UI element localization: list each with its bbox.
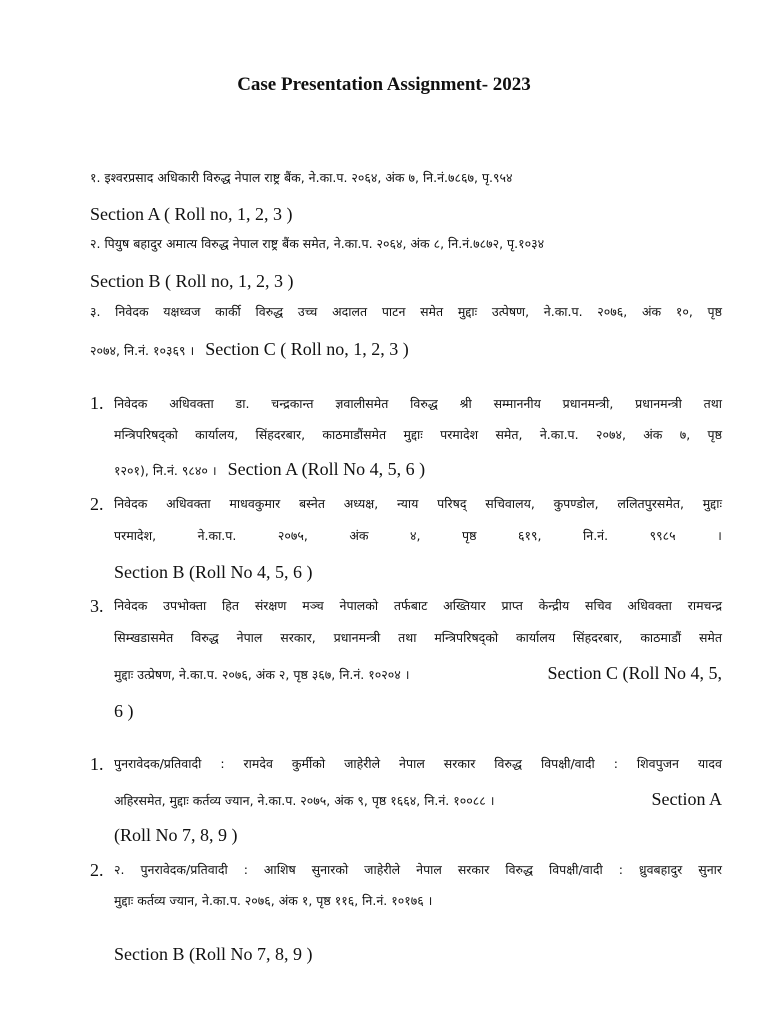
list-item-line: निवेदक उपभोक्ता हित संरक्षण मञ्च नेपालको तर्फबाट अख्तियार प्राप्त केन्द्रीय सचिव अधिवक्ता रामचन्द्र — [114, 598, 722, 613]
word: ने.का.प. — [197, 528, 237, 543]
word: । — [717, 528, 722, 543]
word: ४, — [410, 528, 421, 543]
case-3-line-2 — [90, 340, 409, 358]
list-item-line — [114, 790, 722, 808]
list-number: 2. — [90, 494, 104, 514]
list-number: 1. — [90, 754, 104, 774]
list-item-line: निवेदक अधिवक्ता माधवकुमार बस्नेत अध्यक्ष, न्याय परिषद् सचिवालय, कुपण्डोल, ललितपुरसमेत, मुद्दाः — [114, 496, 722, 511]
list-item-line: मन्त्रिपरिषद्को कार्यालय, सिंहदरबार, काठमाडौंसमेत मुद्दाः परमादेश समेत, ने.का.प. २०७४, अंक ७, पृष्ठ — [114, 427, 722, 442]
section-label-continued: 6 ) — [114, 701, 134, 721]
word: ९९८५ — [649, 528, 676, 543]
list-number: 2. — [90, 860, 104, 880]
section-label: Section B (Roll No 7, 8, 9 ) — [114, 944, 313, 964]
word: ६१९, — [518, 528, 542, 543]
section-label: Section C ( Roll no, 1, 2, 3 ) — [205, 339, 409, 359]
list-number: 3. — [90, 596, 104, 616]
document-title: Case Presentation Assignment- 2023 — [237, 74, 531, 95]
section-label-continued: (Roll No 7, 8, 9 ) — [114, 825, 238, 845]
list-item-line — [114, 664, 722, 682]
section-label: Section C (Roll No 4, 5, — [547, 663, 722, 683]
case-citation: अहिरसमेत, मुद्दाः कर्तव्य ज्यान, ने.का.प. २०७५, अंक ९, पृष्ठ १६६४, नि.नं. १००८८ । — [114, 793, 495, 808]
case-3-line-1: ३. निवेदक यक्षध्वज कार्की विरुद्ध उच्च अदालत पाटन समेत मुद्दाः उत्पेषण, ने.का.प. २०७६, अंक १०, पृष्ठ — [90, 304, 722, 319]
case-3-citation: २०७४, नि.नं. १०३६९ । — [90, 343, 195, 358]
list-item-line-spread — [114, 530, 722, 543]
list-item-line: निवेदक अधिवक्ता डा. चन्द्रकान्त ज्ञवालीसमेत विरुद्ध श्री सम्माननीय प्रधानमन्त्री, प्रधानमन्त्री तथा — [114, 396, 722, 411]
case-citation: १२०१), नि.नं. ९८४० । — [114, 463, 217, 478]
section-label: Section A (Roll No 4, 5, 6 ) — [227, 459, 426, 479]
word: परमादेश, — [114, 528, 157, 543]
case-1-text: १. इश्वरप्रसाद अधिकारी विरुद्ध नेपाल राष्ट्र बैंक, ने.का.प. २०६४, अंक ७, नि.नं.७८६७, पृ.९५४ — [90, 170, 513, 185]
word: नि.नं. — [583, 528, 609, 543]
list-item-line: मुद्दाः कर्तव्य ज्यान, ने.का.प. २०७६, अंक १, पृष्ठ ११६, नि.नं. १०१७६ । — [114, 893, 433, 908]
word: अंक — [349, 528, 369, 543]
list-item-line: सिम्खडासमेत विरुद्ध नेपाल सरकार, प्रधानमन्त्री तथा मन्त्रिपरिषद्को कार्यालय सिंहदरबार, काठमाडौं समेत — [114, 630, 722, 645]
case-citation: मुद्दाः उत्प्रेषण, ने.का.प. २०७६, अंक २, पृष्ठ ३६७, नि.नं. १०२०४ । — [114, 667, 410, 682]
list-number: 1. — [90, 393, 104, 413]
section-label: Section B (Roll No 4, 5, 6 ) — [114, 562, 313, 582]
section-label: Section B ( Roll no, 1, 2, 3 ) — [90, 271, 294, 291]
word: २०७५, — [277, 528, 308, 543]
section-label: Section A ( Roll no, 1, 2, 3 ) — [90, 204, 293, 224]
list-item-line — [114, 460, 425, 478]
list-item-line: २. पुनरावेदक/प्रतिवादी : आशिष सुनारको जाहेरीले नेपाल सरकार विरुद्ध विपक्षी/वादी : ध्रुवबहादुर सुनार — [114, 862, 722, 877]
word: पृष्ठ — [462, 528, 477, 543]
case-2-text: २. पियुष बहादुर अमात्य विरुद्ध नेपाल राष्ट्र बैंक समेत, ने.का.प. २०६४, अंक ८, नि.नं.७८७२, पृ.१०३४ — [90, 236, 545, 251]
section-label: Section A — [651, 789, 722, 809]
list-item-line: पुनरावेदक/प्रतिवादी : रामदेव कुर्मीको जाहेरीले नेपाल सरकार विरुद्ध विपक्षी/वादी : शिवपुजन यादव — [114, 756, 722, 771]
